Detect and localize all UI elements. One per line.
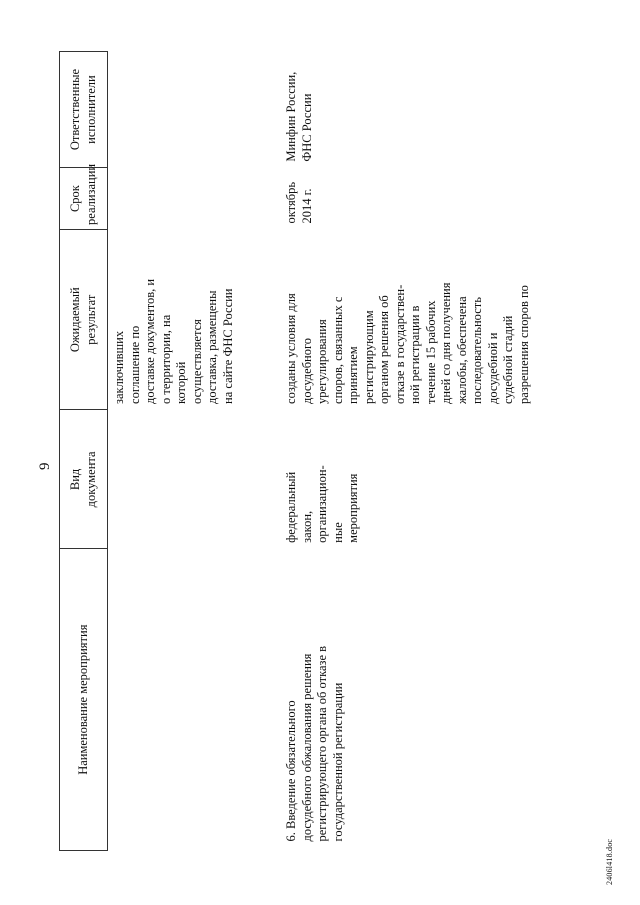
page-number: 9 (37, 462, 53, 470)
header-deadline: Срок реализации (60, 168, 108, 230)
cell-deadline-empty (108, 168, 273, 230)
header-responsible: Ответственные исполнители (60, 52, 108, 168)
cell-expected-result: созданы условия для досудебного урегулирования споров, связанных с принятием регистрирующим органом решения об отказе в государствен- ной регистрации в течение 15 рабочих дней со дня получения жалобы, обеспечена последовательность досудебной и судебной стадий разрешения споров по (284, 282, 531, 404)
table-row-6 (272, 52, 532, 851)
cell-document-type-empty (108, 410, 273, 549)
cell-document-type: федеральный закон, организацион- ные мероприятия (284, 465, 360, 543)
table-row-continuation (108, 52, 273, 851)
header-expected-result: Ожидаемый результат (60, 229, 108, 410)
cell-responsible-empty (108, 52, 273, 168)
file-name-footer: 2406l418.doc (605, 838, 614, 885)
cell-expected-result: заключивших соглашение по доставке документов, и о территории, на которой осуществляется доставка, размещены на сайте ФНС России (112, 278, 235, 404)
cell-action-name: 6. Введение обязательного досудебного обжалования решения регистрирующего органа об отказе в государственной регистрации (284, 645, 345, 842)
measures-table (59, 51, 532, 851)
cell-action-name-empty (108, 549, 273, 851)
header-action-name: Наименование мероприятия (60, 549, 108, 851)
cell-responsible: Минфин России, ФНС России (284, 71, 314, 162)
table-header-row (60, 52, 108, 851)
header-document-type: Вид документа (60, 410, 108, 549)
cell-deadline: октябрь 2014 г. (284, 181, 314, 224)
